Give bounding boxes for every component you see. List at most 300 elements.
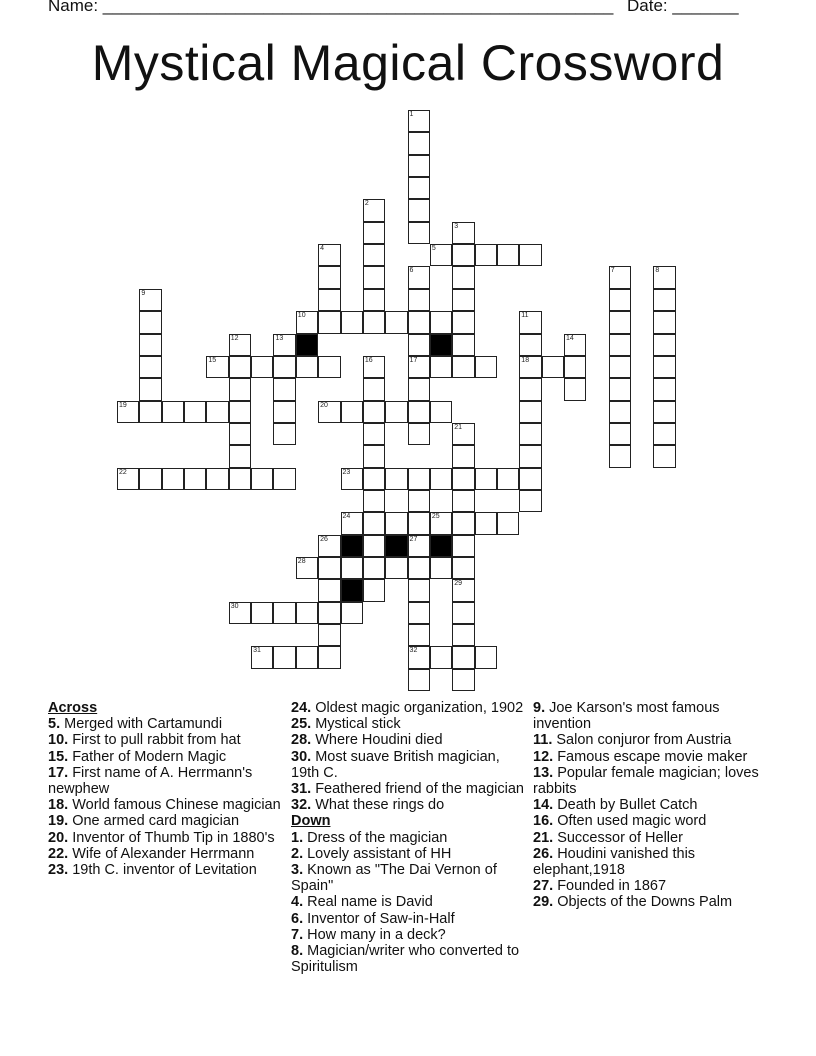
grid-cell[interactable] <box>273 378 295 400</box>
grid-cell[interactable] <box>452 490 474 512</box>
grid-cell[interactable] <box>542 356 564 378</box>
black-square <box>430 535 452 557</box>
clue-number: 8 <box>655 267 660 275</box>
grid-cell[interactable] <box>653 423 675 445</box>
clue-text: First name of A. Herrmann's newphew <box>48 764 253 798</box>
clue-item <box>291 781 526 797</box>
clue-item <box>291 716 526 732</box>
clue-item <box>533 878 768 894</box>
clue-number: 32 <box>409 647 418 655</box>
grid-cell[interactable] <box>318 401 340 423</box>
grid-cell[interactable] <box>452 669 474 691</box>
clue-text: Merged with Cartamundi <box>60 716 223 733</box>
clue-number: 5 <box>431 245 436 253</box>
grid-cell[interactable] <box>229 401 251 423</box>
grid-cell[interactable] <box>318 557 340 579</box>
grid-cell[interactable] <box>653 401 675 423</box>
grid-cell[interactable] <box>296 311 318 333</box>
grid-cell[interactable] <box>318 356 340 378</box>
grid-cell[interactable] <box>452 311 474 333</box>
clue-item <box>533 797 768 813</box>
grid-cell[interactable] <box>341 557 363 579</box>
grid-cell[interactable] <box>139 378 161 400</box>
clues-column-1 <box>48 700 283 878</box>
grid-cell[interactable] <box>452 289 474 311</box>
clue-number-label: 20. <box>48 829 69 846</box>
grid-cell[interactable] <box>206 401 228 423</box>
clue-number-label: 12. <box>533 748 554 765</box>
grid-cell[interactable] <box>519 490 541 512</box>
grid-cell[interactable] <box>318 579 340 601</box>
grid-cell[interactable] <box>408 512 430 534</box>
grid-cell[interactable] <box>363 401 385 423</box>
grid-cell[interactable] <box>408 289 430 311</box>
clue-item <box>533 813 768 829</box>
clue-item <box>48 862 283 878</box>
clue-number-label: 32. <box>291 797 312 814</box>
clue-text: Death by Bullet Catch <box>553 797 698 814</box>
clue-text: Salon conjuror from Austria <box>552 732 732 749</box>
grid-cell[interactable] <box>251 356 273 378</box>
clue-item <box>291 862 526 894</box>
grid-cell[interactable] <box>363 535 385 557</box>
clue-text: Often used magic word <box>553 813 707 830</box>
grid-cell[interactable] <box>452 557 474 579</box>
grid-cell[interactable] <box>273 334 295 356</box>
clue-number: 20 <box>320 401 328 409</box>
grid-cell[interactable] <box>363 266 385 288</box>
grid-cell[interactable] <box>385 401 407 423</box>
clue-text: Known as "The Dai Vernon of Spain" <box>291 862 497 895</box>
grid-cell[interactable] <box>341 401 363 423</box>
grid-cell[interactable] <box>452 646 474 668</box>
grid-cell[interactable] <box>408 266 430 288</box>
clue-text: Dress of the magician <box>303 829 448 846</box>
clue-number-label: 24. <box>291 700 312 716</box>
clue-number-label: 13. <box>533 764 554 781</box>
grid-cell[interactable] <box>363 289 385 311</box>
grid-cell[interactable] <box>609 445 631 467</box>
grid-cell[interactable] <box>497 244 519 266</box>
clue-text: Inventor of Saw-in-Half <box>303 910 455 927</box>
clue-number-label: 26. <box>533 845 554 862</box>
clue-text: First to pull rabbit from hat <box>68 732 241 749</box>
grid-cell[interactable] <box>229 468 251 490</box>
clue-item <box>533 830 768 846</box>
grid-cell[interactable] <box>408 132 430 154</box>
grid-cell[interactable] <box>475 646 497 668</box>
grid-cell[interactable] <box>408 222 430 244</box>
clue-item <box>291 830 526 846</box>
clue-item <box>291 732 526 748</box>
clue-number: 2 <box>364 200 369 208</box>
clue-number: 14 <box>566 334 574 342</box>
grid-cell[interactable] <box>564 334 586 356</box>
grid-cell[interactable] <box>385 557 407 579</box>
grid-cell[interactable] <box>408 602 430 624</box>
clue-number-label: 7. <box>291 926 304 943</box>
grid-cell[interactable] <box>229 602 251 624</box>
grid-cell[interactable] <box>184 468 206 490</box>
clue-number-label: 14. <box>533 797 554 814</box>
grid-cell[interactable] <box>139 401 161 423</box>
clue-number: 28 <box>297 558 306 565</box>
clue-number-label: 29. <box>533 894 554 911</box>
clue-number-label: 9. <box>533 700 546 716</box>
grid-cell[interactable] <box>408 356 430 378</box>
page-title: Mystical Magical Crossword <box>91 35 725 91</box>
clue-number-label: 31. <box>291 781 312 798</box>
grid-cell[interactable] <box>408 401 430 423</box>
clue-item <box>48 716 283 732</box>
grid-cell[interactable] <box>475 356 497 378</box>
grid-cell[interactable] <box>609 266 631 288</box>
grid-cell[interactable] <box>117 468 139 490</box>
black-square <box>430 334 452 356</box>
clue-number-label: 18. <box>48 797 69 814</box>
clue-number-label: 17. <box>48 764 69 781</box>
grid-cell[interactable] <box>408 535 430 557</box>
clue-number-label: 30. <box>291 748 312 765</box>
clue-number: 19 <box>119 401 127 409</box>
grid-cell[interactable] <box>564 356 586 378</box>
grid-cell[interactable] <box>475 468 497 490</box>
clue-number: 9 <box>141 289 146 297</box>
grid-cell[interactable] <box>609 311 631 333</box>
grid-cell[interactable] <box>653 311 675 333</box>
clue-number-label: 19. <box>48 813 69 830</box>
grid-cell[interactable] <box>341 602 363 624</box>
grid-cell[interactable] <box>408 624 430 646</box>
grid-cell[interactable] <box>452 512 474 534</box>
clue-number: 29 <box>454 580 463 588</box>
clue-text: Magician/writer who converted to Spiritulism <box>291 943 520 976</box>
grid-cell[interactable] <box>519 401 541 423</box>
grid-cell[interactable] <box>408 669 430 691</box>
clue-number-label: 28. <box>291 732 312 749</box>
grid-cell[interactable] <box>430 468 452 490</box>
grid-cell[interactable] <box>564 378 586 400</box>
grid-cell[interactable] <box>363 244 385 266</box>
black-square <box>385 535 407 557</box>
grid-cell[interactable] <box>519 445 541 467</box>
grid-cell[interactable] <box>408 311 430 333</box>
grid-cell[interactable] <box>273 468 295 490</box>
clue-text: Most suave British magician, 19th C. <box>291 748 500 781</box>
grid-cell[interactable] <box>609 289 631 311</box>
clue-item <box>48 732 283 748</box>
grid-cell[interactable] <box>609 378 631 400</box>
clue-number: 31 <box>253 647 261 655</box>
grid-cell[interactable] <box>497 512 519 534</box>
grid-cell[interactable] <box>273 356 295 378</box>
grid-cell[interactable] <box>273 602 295 624</box>
clue-number: 6 <box>409 267 414 275</box>
clue-number: 17 <box>409 356 418 364</box>
clue-item <box>48 797 283 813</box>
clue-item <box>533 765 768 797</box>
grid-cell[interactable] <box>229 423 251 445</box>
clue-number: 25 <box>431 513 440 521</box>
clue-item <box>533 700 768 732</box>
clue-number: 21 <box>454 423 463 431</box>
grid-cell[interactable] <box>430 557 452 579</box>
grid-cell[interactable] <box>408 110 430 132</box>
grid-cell[interactable] <box>653 356 675 378</box>
clue-text: Famous escape movie maker <box>553 748 748 765</box>
grid-cell[interactable] <box>229 378 251 400</box>
black-square <box>341 579 363 601</box>
clues-column-3 <box>533 700 768 911</box>
black-square <box>296 334 318 356</box>
grid-cell[interactable] <box>452 535 474 557</box>
clue-text: One armed card magician <box>68 813 240 830</box>
grid-cell[interactable] <box>363 557 385 579</box>
grid-cell[interactable] <box>363 468 385 490</box>
grid-cell[interactable] <box>318 244 340 266</box>
clue-text: Feathered friend of the magician <box>311 781 524 798</box>
grid-cell[interactable] <box>206 356 228 378</box>
grid-cell[interactable] <box>229 445 251 467</box>
grid-cell[interactable] <box>363 199 385 221</box>
grid-cell[interactable] <box>318 535 340 557</box>
grid-cell[interactable] <box>430 244 452 266</box>
clue-number-label: 4. <box>291 894 304 911</box>
grid-cell[interactable] <box>363 445 385 467</box>
grid-cell[interactable] <box>385 512 407 534</box>
grid-cell[interactable] <box>408 334 430 356</box>
clue-number: 22 <box>119 468 127 476</box>
clues-heading: Across <box>48 700 98 716</box>
clue-number-label: 6. <box>291 910 304 927</box>
grid-cell[interactable] <box>363 490 385 512</box>
grid-cell[interactable] <box>653 266 675 288</box>
grid-cell[interactable] <box>609 356 631 378</box>
grid-cell[interactable] <box>452 244 474 266</box>
grid-cell[interactable] <box>341 512 363 534</box>
grid-cell[interactable] <box>363 579 385 601</box>
clue-number-label: 1. <box>291 829 304 846</box>
grid-cell[interactable] <box>296 646 318 668</box>
grid-cell[interactable] <box>251 646 273 668</box>
grid-cell[interactable] <box>519 244 541 266</box>
clue-item <box>533 846 768 878</box>
grid-cell[interactable] <box>318 646 340 668</box>
grid-cell[interactable] <box>341 468 363 490</box>
grid-cell[interactable] <box>251 468 273 490</box>
clue-text: Founded in 1867 <box>553 878 667 895</box>
grid-cell[interactable] <box>430 356 452 378</box>
grid-cell[interactable] <box>408 177 430 199</box>
clue-item <box>291 911 526 927</box>
clue-number-label: 16. <box>533 813 554 830</box>
grid-cell[interactable] <box>318 624 340 646</box>
grid-cell[interactable] <box>273 401 295 423</box>
grid-cell[interactable] <box>296 356 318 378</box>
grid-cell[interactable] <box>408 646 430 668</box>
grid-cell[interactable] <box>408 423 430 445</box>
clue-number-label: 11. <box>533 732 553 749</box>
clues-column-2 <box>291 700 526 975</box>
grid-cell[interactable] <box>318 266 340 288</box>
grid-cell[interactable] <box>341 311 363 333</box>
clue-item <box>48 765 283 797</box>
clue-number: 15 <box>208 356 217 364</box>
grid-cell[interactable] <box>385 468 407 490</box>
grid-cell[interactable] <box>229 356 251 378</box>
grid-cell[interactable] <box>653 445 675 467</box>
grid-cell[interactable] <box>139 311 161 333</box>
clues-heading: Down <box>291 813 331 830</box>
grid-cell[interactable] <box>251 602 273 624</box>
grid-cell[interactable] <box>206 468 228 490</box>
grid-cell[interactable] <box>408 468 430 490</box>
clue-text: Oldest magic organization, 1902 <box>311 700 524 716</box>
grid-cell[interactable] <box>273 423 295 445</box>
grid-cell[interactable] <box>519 311 541 333</box>
grid-cell[interactable] <box>162 401 184 423</box>
clue-number-label: 10. <box>48 732 69 749</box>
clue-number-label: 23. <box>48 862 69 879</box>
grid-cell[interactable] <box>318 289 340 311</box>
clue-number: 23 <box>342 468 351 476</box>
grid-cell[interactable] <box>430 401 452 423</box>
clue-number-label: 22. <box>48 845 69 862</box>
grid-cell[interactable] <box>363 311 385 333</box>
clue-text: Joe Karson's most famous invention <box>533 700 720 733</box>
grid-cell[interactable] <box>452 602 474 624</box>
clue-number: 24 <box>342 513 351 521</box>
grid-cell[interactable] <box>139 468 161 490</box>
grid-cell[interactable] <box>296 602 318 624</box>
clue-number: 13 <box>275 334 284 342</box>
clue-item <box>291 797 526 813</box>
clue-item <box>48 749 283 765</box>
clue-number-label: 8. <box>291 943 304 960</box>
grid-cell[interactable] <box>184 401 206 423</box>
clue-number-label: 2. <box>291 845 304 862</box>
clue-item <box>291 927 526 943</box>
grid-cell[interactable] <box>653 378 675 400</box>
clue-number-label: 21. <box>533 829 554 846</box>
grid-cell[interactable] <box>609 401 631 423</box>
date-field-label: Date: _______ <box>627 0 739 15</box>
clue-text: Objects of the Downs Palm <box>553 894 733 911</box>
grid-cell[interactable] <box>385 311 407 333</box>
grid-cell[interactable] <box>408 557 430 579</box>
grid-cell[interactable] <box>318 311 340 333</box>
grid-cell[interactable] <box>609 334 631 356</box>
grid-cell[interactable] <box>609 423 631 445</box>
grid-cell[interactable] <box>452 624 474 646</box>
grid-cell[interactable] <box>162 468 184 490</box>
grid-cell[interactable] <box>519 423 541 445</box>
clue-item <box>48 813 283 829</box>
grid-cell[interactable] <box>363 222 385 244</box>
grid-cell[interactable] <box>408 378 430 400</box>
grid-cell[interactable] <box>139 334 161 356</box>
grid-cell[interactable] <box>452 468 474 490</box>
clue-number: 7 <box>610 267 615 275</box>
clue-item <box>291 943 526 975</box>
grid-cell[interactable] <box>653 334 675 356</box>
clue-text: What these rings do <box>311 797 445 814</box>
clue-text: Houdini vanished this elephant,1918 <box>533 845 696 879</box>
grid-cell[interactable] <box>273 646 295 668</box>
grid-cell[interactable] <box>497 468 519 490</box>
grid-cell[interactable] <box>363 356 385 378</box>
clue-number-label: 25. <box>291 716 312 733</box>
grid-cell[interactable] <box>430 646 452 668</box>
grid-cell[interactable] <box>475 244 497 266</box>
clue-text: Successor of Heller <box>553 829 683 846</box>
grid-cell[interactable] <box>318 602 340 624</box>
clue-text: Wife of Alexander Herrmann <box>68 845 255 862</box>
clue-item <box>291 894 526 910</box>
clue-number: 10 <box>297 312 306 320</box>
grid-cell[interactable] <box>452 356 474 378</box>
clue-item <box>533 732 768 748</box>
clue-item <box>291 700 526 716</box>
clue-number-label: 5. <box>48 716 61 733</box>
clue-text: Mystical stick <box>311 716 401 733</box>
grid-cell[interactable] <box>408 199 430 221</box>
grid-cell[interactable] <box>408 155 430 177</box>
clue-number: 30 <box>230 602 239 610</box>
clue-text: 19th C. inventor of Levitation <box>68 862 257 879</box>
clue-number: 1 <box>409 111 414 118</box>
name-field-label: Name: ______________________________________________________ <box>48 0 614 15</box>
grid-cell[interactable] <box>296 557 318 579</box>
grid-cell[interactable] <box>519 378 541 400</box>
grid-cell[interactable] <box>452 222 474 244</box>
grid-cell[interactable] <box>229 334 251 356</box>
clue-number: 11 <box>521 312 529 320</box>
grid-cell[interactable] <box>408 490 430 512</box>
clue-text: World famous Chinese magician <box>68 797 281 814</box>
grid-cell[interactable] <box>475 512 497 534</box>
clue-text: Real name is David <box>303 894 433 911</box>
grid-cell[interactable] <box>452 334 474 356</box>
grid-cell[interactable] <box>653 289 675 311</box>
grid-cell[interactable] <box>408 579 430 601</box>
clue-number: 4 <box>320 245 325 253</box>
grid-cell[interactable] <box>452 423 474 445</box>
grid-cell[interactable] <box>519 468 541 490</box>
clue-number-label: 3. <box>291 862 304 879</box>
grid-cell[interactable] <box>363 423 385 445</box>
grid-cell[interactable] <box>363 378 385 400</box>
grid-cell[interactable] <box>452 445 474 467</box>
grid-cell[interactable] <box>519 356 541 378</box>
black-square <box>341 535 363 557</box>
grid-cell[interactable] <box>519 334 541 356</box>
grid-cell[interactable] <box>139 289 161 311</box>
clue-text: Inventor of Thumb Tip in 1880's <box>68 829 275 846</box>
clue-number-label: 27. <box>533 878 554 895</box>
grid-cell[interactable] <box>139 356 161 378</box>
grid-cell[interactable] <box>430 512 452 534</box>
clue-number: 12 <box>230 334 239 342</box>
clue-item <box>48 830 283 846</box>
grid-cell[interactable] <box>452 579 474 601</box>
grid-cell[interactable] <box>452 266 474 288</box>
grid-cell[interactable] <box>430 311 452 333</box>
clue-number-label: 15. <box>48 748 69 765</box>
grid-cell[interactable] <box>363 512 385 534</box>
clue-text: Lovely assistant of HH <box>303 845 452 862</box>
grid-cell[interactable] <box>117 401 139 423</box>
